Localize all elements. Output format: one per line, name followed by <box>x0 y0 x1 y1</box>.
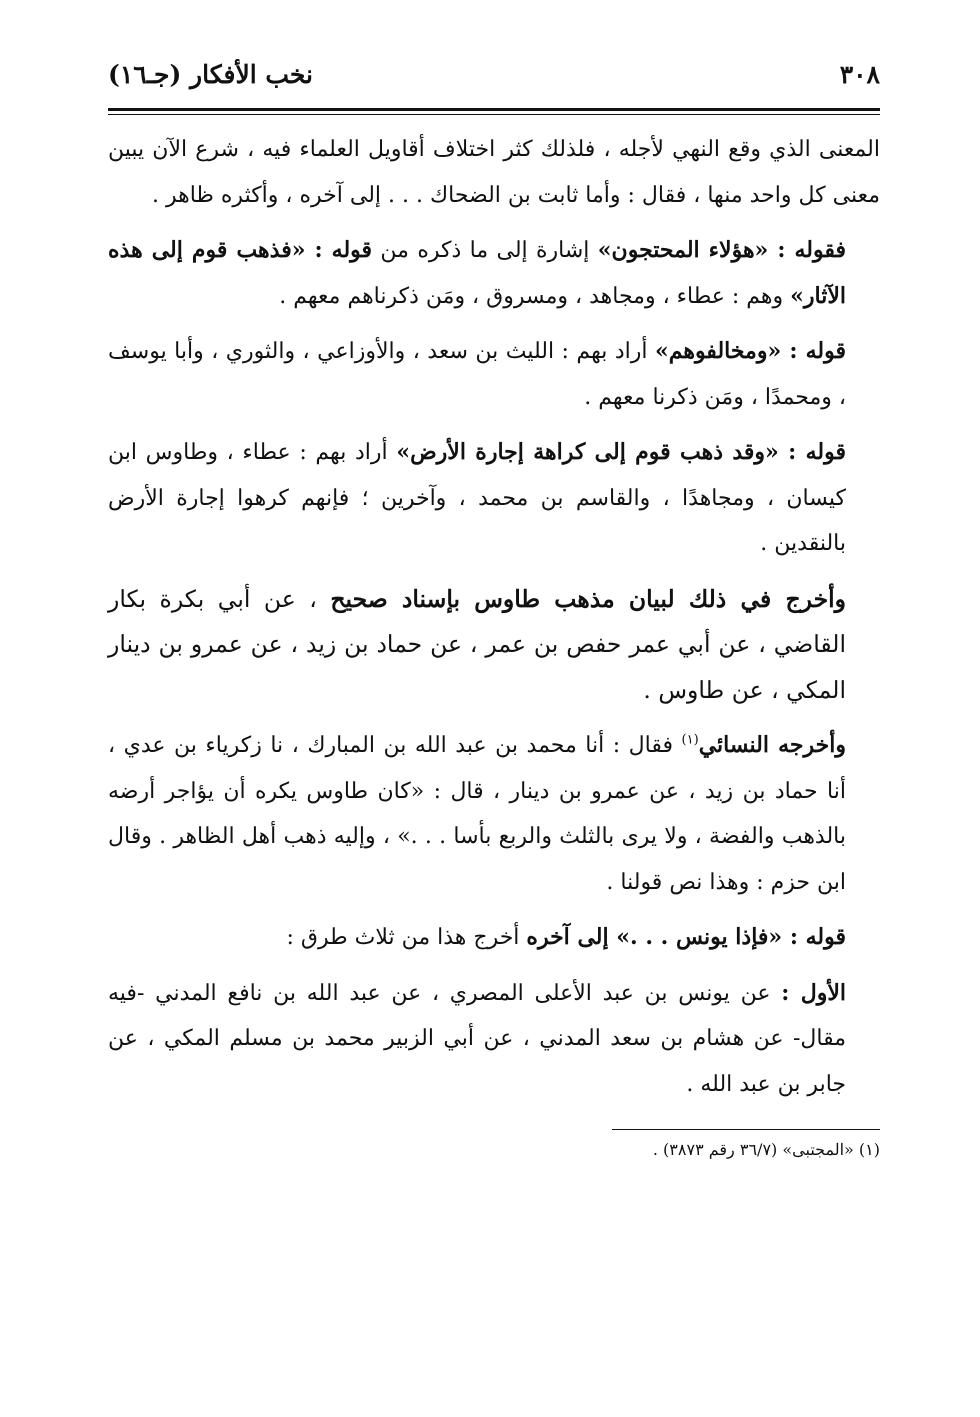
bold-phrase: وأخرجه النسائي <box>698 732 846 758</box>
bold-phrase: الأول : <box>781 979 846 1006</box>
text-run: فقال : أنا محمد بن عبد الله بن المبارك ، نا زكرياء بن عدي ، أنا حماد بن زيد ، عن عمرو بن دينار ، قال : «كان طاوس يكره أن يؤاجر أرضه بالذهب والفضة ، ولا يرى بالثلث والربع بأسا . . .» ، وإليه ذهب أهل الظاهر . وقال ابن حزم : وهذا نص قولنا . <box>108 733 846 895</box>
bold-phrase: قوله : «فإذا يونس . . .» إلى آخره <box>526 924 846 950</box>
text-run: أخرج هذا من ثلاث طرق : <box>286 925 527 950</box>
footnote-separator <box>612 1129 880 1130</box>
text-run: وهم : عطاء ، ومجاهد ، ومسروق ، ومَن ذكرناهم معهم . <box>279 283 791 309</box>
bold-phrase: قوله : «فذهب قوم إلى هذه الآثار» <box>108 237 846 309</box>
body-text <box>108 127 880 1107</box>
page <box>108 60 880 1164</box>
header-rule-thin <box>108 114 880 115</box>
page-number: ٣٠٨ <box>839 60 880 89</box>
bold-phrase: فقوله : «هؤلاء المحتجون» <box>597 237 846 263</box>
paragraph <box>108 430 880 567</box>
footnote: (١) «المجتبى» (٣٦/٧ رقم ٣٨٧٣) . <box>652 1140 880 1159</box>
bold-phrase: قوله : «وقد ذهب قوم إلى كراهة إجارة الأرض» <box>396 439 846 465</box>
text-run: أراد بهم : عطاء ، وطاوس ابن كيسان ، ومجاهدًا ، والقاسم بن محمد ، وآخرين ؛ فإنهم كرهوا إجارة الأرض بالنقدين . <box>108 440 846 556</box>
paragraph <box>108 127 880 218</box>
bold-phrase: وأخرج في ذلك لبيان مذهب طاوس بإسناد صحيح <box>330 584 846 613</box>
book-title: نخب الأفكار (جـ١٦) <box>108 60 314 89</box>
paragraph <box>108 971 880 1108</box>
text-run: أراد بهم : الليث بن سعد ، والأوزاعي ، والثوري ، وأبا يوسف ، ومحمدًا ، ومَن ذكرنا معهم . <box>108 339 846 410</box>
paragraph <box>108 915 880 961</box>
footnote-marker: (١) <box>681 732 699 748</box>
paragraph <box>108 329 880 420</box>
bold-phrase: قوله : «ومخالفوهم» <box>654 338 846 364</box>
text-run: ، عن أبي بكرة بكار القاضي ، عن أبي عمر حفص بن عمر ، عن حماد بن زيد ، عن عمرو بن دينار المكي ، عن طاوس . <box>108 584 846 704</box>
header-rule-thick <box>108 108 880 111</box>
paragraph <box>108 723 880 905</box>
text-run: إشارة إلى ما ذكره من <box>372 238 598 263</box>
paragraph <box>108 228 880 319</box>
text-run: عن يونس بن عبد الأعلى المصري ، عن عبد الله بن نافع المدني -فيه مقال- عن هشام بن سعد المدني ، عن أبي الزبير محمد بن مسلم المكي ، عن جابر بن عبد الله . <box>108 980 846 1097</box>
paragraph <box>108 577 880 714</box>
text-run: المعنى الذي وقع النهي لأجله ، فلذلك كثر اختلاف أقاويل العلماء فيه ، شرع الآن يبين معنى كل واحد منها ، فقال : وأما ثابت بن الضحاك . . . إلى آخره ، وأكثره ظاهر . <box>108 137 880 208</box>
running-header <box>108 60 880 106</box>
